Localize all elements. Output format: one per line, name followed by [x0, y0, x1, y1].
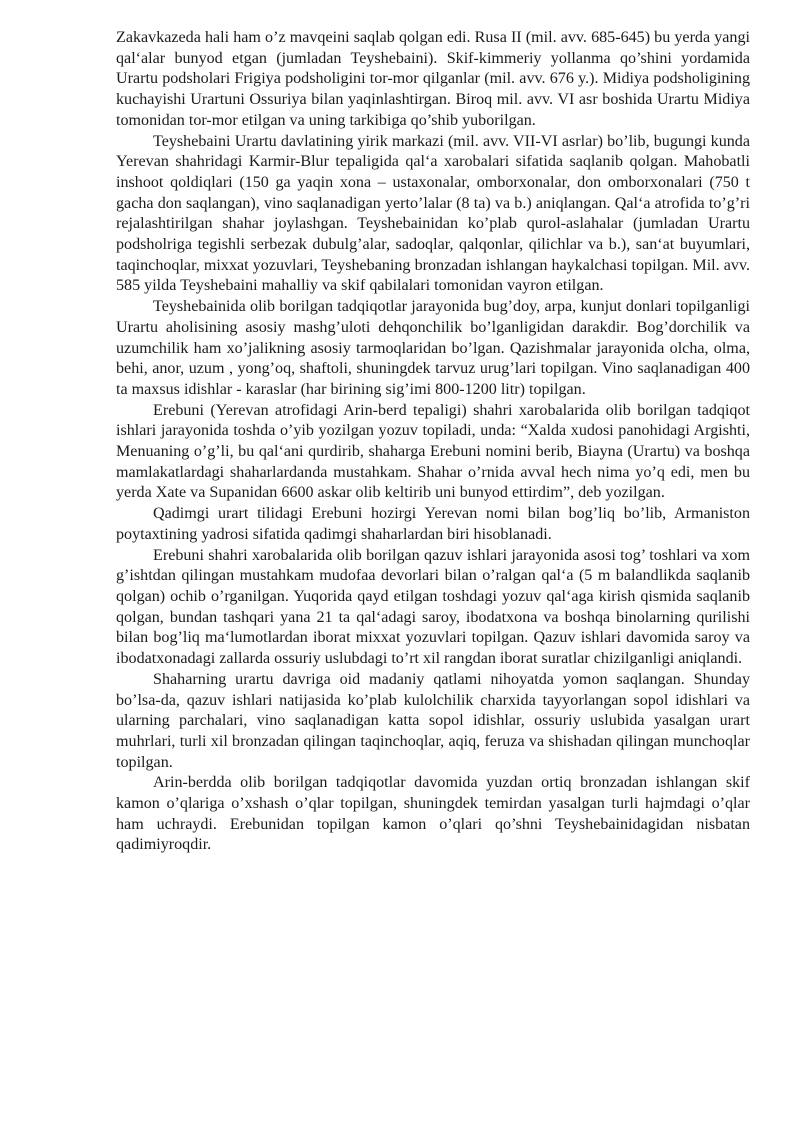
paragraph-8: Arin-berdda olib borilgan tadqiqotlar davomida yuzdan ortiq bronzadan ishlangan skif kamon o’qlariga o’xshash o’qlar topilgan, shuningdek temirdan yasalgan turli hajmdagi o’qlar ham uchraydi. Erebunidan topilgan kamon o’qlari qo’shni Teyshebainidagidan nisbatan qadimiyroqdir. [116, 774, 750, 854]
paragraph-3: Teyshebainida olib borilgan tadqiqotlar jarayonida bug’doy, arpa, kunjut donlari topilganligi Urartu aholisining asosiy mashg’uloti dehqonchilik bo’lganligidan darakdir. Bog’dorchilik va uzumchilik ham xo’jalikning asosiy tarmoqlaridan bo’lgan. Qazishmalar jarayonida olcha, olma, behi, anor, uzum , yong’oq, shaftoli, shuningdek tarvuz urug’lari topilgan. Vino saqlanadigan 400 ta maxsus idishlar - karaslar (har birining sig’imi 800-1200 litr) topilgan. [116, 298, 750, 398]
paragraph-7: Shaharning urartu davriga oid madaniy qatlami nihoyatda yomon saqlangan. Shunday bo’lsa-da, qazuv ishlari natijasida ko’plab kulolchilik charxida tayyorlangan sopol idishlari va ularning parchalari, vino saqlanadigan katta sopol idishlar, ossuriy uslubida yasalgan urart muhrlari, turli xil bronzadan qilingan taqinchoqlar, aqiq, feruza va shishadan qilingan munchoqlar topilgan. [116, 670, 750, 771]
paragraph-5: Qadimgi urart tilidagi Erebuni hozirgi Yerevan nomi bilan bog’liq bo’lib, Armaniston poytaxtining yadrosi sifatida qadimgi shaharlardan biri hisoblanadi. [116, 505, 750, 543]
document-page [116, 28, 750, 856]
paragraph-6: Erebuni shahri xarobalarida olib borilgan qazuv ishlari jarayonida asosi tog’ toshlari va xom g’ishtdan qilingan mustahkam mudofaa devorlari bilan o’ralgan qal‘a (5 m balandlikda saqlanib qolgan) ochib o’rganilgan. Yuqorida qayd etilgan toshdagi yozuv qal‘aga kirish qismida saqlanib qolgan, bundan tashqari yana 21 ta qal‘adagi saroy, ibodatxona va boshqa binolarning qurilishi bilan bog’liq ma‘lumotlardan iborat mixxat yozuvlari topilgan. Qazuv ishlari davomida saroy va ibodatxonadagi zallarda ossuriy uslubdagi to’rt xil rangdan iborat suratlar chizilganligi aniqlandi. [116, 546, 750, 668]
paragraph-2: Teyshebaini Urartu davlatining yirik markazi (mil. avv. VII-VI asrlar) bo’lib, bugungi kunda Yerevan shahridagi Karmir-Blur tepaligida qal‘a xarobalari sifatida saqlanib qolgan. Mahobatli inshoot qoldiqlari (150 ga yaqin xona – ustaxonalar, omborxonalar, don omborxonalari (750 t gacha don saqlangan), vino saqlanadigan yerto’lalar (8 ta) va b.) aniqlangan. Qal‘a atrofida to’g’ri rejalashtirilgan shahar joylashgan. Teyshebainidan ko’plab qurol-aslahalar (jumladan Urartu podsholriga tegishli serbezak dubulg’alar, sadoqlar, qalqonlar, qilichlar va b.), san‘at buyumlari, taqinchoqlar, mixxat yozuvlari, Teyshebaning bronzadan ishlangan haykalchasi topilgan. Mil. avv. 585 yilda Teyshebaini mahalliy va skif qabilalari tomonidan vayron etilgan. [116, 132, 750, 295]
paragraph-4: Erebuni (Yerevan atrofidagi Arin-berd tepaligi) shahri xarobalarida olib borilgan tadqiqot ishlari jarayonida toshda o’yib yozilgan yozuv topiladi, unda: “Xalda xudosi panohidagi Argishti, Menuaning o’g’li, bu qal‘ani qurdirib, shaharga Erebuni nomini berib, Biayna (Urartu) va boshqa mamlakatlardagi shaharlardanda mustahkam. Shahar o’rnida avval hech nima yo’q edi, men bu yerda Xate va Supanidan 6600 askar olib keltirib uni bunyod ettirdim”, deb yozilgan. [116, 401, 750, 502]
paragraph-1: Zakavkazeda hali ham o’z mavqeini saqlab qolgan edi. Rusa II (mil. avv. 685-645) bu yerda yangi qal‘alar bunyod etgan (jumladan Teyshebaini). Skif-kimmeriy yollanma qo’shini yordamida Urartu podsholari Frigiya podsholigini tor-mor qilganlar (mil. avv. 676 y.). Midiya podsholigining kuchayishi Urartuni Ossuriya bilan yaqinlashtirgan. Biroq mil. avv. VI asr boshida Urartu Midiya tomonidan tor-mor etilgan va uning tarkibiga qo’shib yuborilgan. [116, 29, 750, 129]
